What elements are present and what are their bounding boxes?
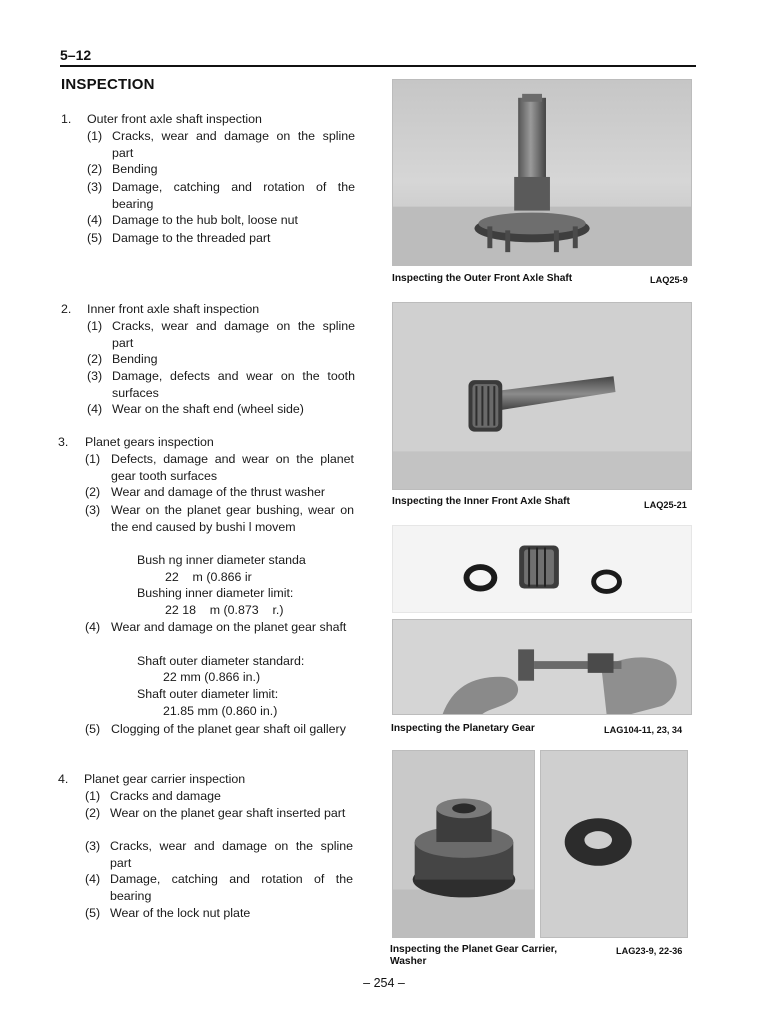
- figure-caption: Inspecting the Inner Front Axle Shaft: [392, 496, 570, 507]
- spec-label: Shaft outer diameter standard:: [137, 654, 305, 668]
- subitem-number: (5): [87, 231, 103, 245]
- subitem-number: (4): [85, 872, 101, 886]
- subitem-number: (1): [87, 129, 103, 143]
- subitem-number: (2): [87, 352, 103, 366]
- section-title: INSPECTION: [61, 76, 155, 93]
- subitem-text: Damage, catching and rotation of the bearing: [110, 872, 353, 903]
- subitem-text: Damage, catching and rotation of the bearing: [112, 180, 355, 211]
- item-title-2: Inner front axle shaft inspection: [87, 302, 260, 316]
- subitem-number: (4): [85, 620, 101, 634]
- subitem-text: Bending: [112, 162, 158, 176]
- figure-caption: Inspecting the Outer Front Axle Shaft: [392, 273, 573, 284]
- item-number-4: 4.: [58, 772, 69, 786]
- photo-inner-front-axle-shaft: [392, 302, 692, 490]
- subitem-number: (4): [87, 213, 103, 227]
- subitem-number: (3): [85, 503, 101, 517]
- spec-label: Shaft outer diameter limit:: [137, 687, 279, 701]
- figure-code: LAG104-11, 23, 34: [604, 725, 683, 735]
- item-number-2: 2.: [61, 302, 72, 316]
- photo-outer-front-axle-shaft: [392, 79, 692, 266]
- subitem-number: (1): [85, 789, 101, 803]
- figure-caption: Inspecting the Planetary Gear: [391, 723, 535, 734]
- spec-value: 22 mm (0.866 in.): [163, 670, 261, 684]
- figure-caption: Inspecting the Planet Gear Carrier, Washer: [390, 944, 558, 967]
- subitem-text: Cracks and damage: [110, 789, 221, 803]
- photo-bushing-measurement: [392, 619, 692, 715]
- subitem-text: Wear on the planet gear shaft inserted part: [110, 806, 346, 820]
- photo-thrust-washer: [540, 750, 688, 938]
- subitem-text: Wear on the shaft end (wheel side): [112, 402, 304, 416]
- subitem-number: (2): [85, 485, 101, 499]
- spec-label: Bushing inner diameter limit:: [137, 586, 294, 600]
- spec-value: 21.85 mm (0.860 in.): [163, 704, 278, 718]
- subitem-number: (2): [85, 806, 101, 820]
- subitem-number: (2): [87, 162, 103, 176]
- item-title-1: Outer front axle shaft inspection: [87, 112, 262, 126]
- subitem-text: Cracks, wear and damage on the spline part: [112, 129, 355, 160]
- subitem-text: Defects, damage and wear on the planet gear tooth surfaces: [111, 452, 354, 483]
- subitem-text: Wear of the lock nut plate: [110, 906, 251, 920]
- subitem-text: Cracks, wear and damage on the spline part: [112, 319, 355, 350]
- subitem-number: (3): [87, 180, 103, 194]
- spec-label: Bush ng inner diameter standa: [137, 553, 306, 567]
- subitem-text: Clogging of the planet gear shaft oil gallery: [111, 722, 346, 736]
- photo-planet-gear-carrier: [392, 750, 535, 938]
- item-number-3: 3.: [58, 435, 69, 449]
- subitem-number: (1): [87, 319, 103, 333]
- subitem-number: (5): [85, 722, 101, 736]
- figure-code: LAQ25-21: [644, 500, 687, 510]
- subitem-text: Damage, defects and wear on the tooth surfaces: [112, 369, 355, 400]
- subitem-number: (5): [85, 906, 101, 920]
- subitem-text: Wear and damage of the thrust washer: [111, 485, 325, 499]
- header-rule: [60, 65, 696, 67]
- subitem-text: Wear and damage on the planet gear shaft: [111, 620, 347, 634]
- item-title-4: Planet gear carrier inspection: [84, 772, 246, 786]
- subitem-number: (1): [85, 452, 101, 466]
- page-number: – 254 –: [363, 976, 405, 990]
- spec-value: 22 18 m (0.873 r.): [165, 603, 284, 617]
- figure-code: LAQ25-9: [650, 275, 688, 285]
- spec-value: 22 m (0.866 ir: [165, 570, 252, 584]
- subitem-number: (3): [85, 839, 101, 853]
- page-reference: 5–12: [60, 47, 92, 63]
- item-number-1: 1.: [61, 112, 72, 126]
- subitem-text: Damage to the threaded part: [112, 231, 271, 245]
- subitem-number: (4): [87, 402, 103, 416]
- subitem-text: Damage to the hub bolt, loose nut: [112, 213, 298, 227]
- item-title-3: Planet gears inspection: [85, 435, 214, 449]
- figure-code: LAG23-9, 22-36: [616, 946, 683, 956]
- subitem-number: (3): [87, 369, 103, 383]
- photo-planet-gear-parts: [392, 525, 692, 613]
- subitem-text: Wear on the planet gear bushing, wear on the end caused by bushi l movem: [111, 503, 354, 534]
- subitem-text: Cracks, wear and damage on the spline part: [110, 839, 353, 870]
- subitem-text: Bending: [112, 352, 158, 366]
